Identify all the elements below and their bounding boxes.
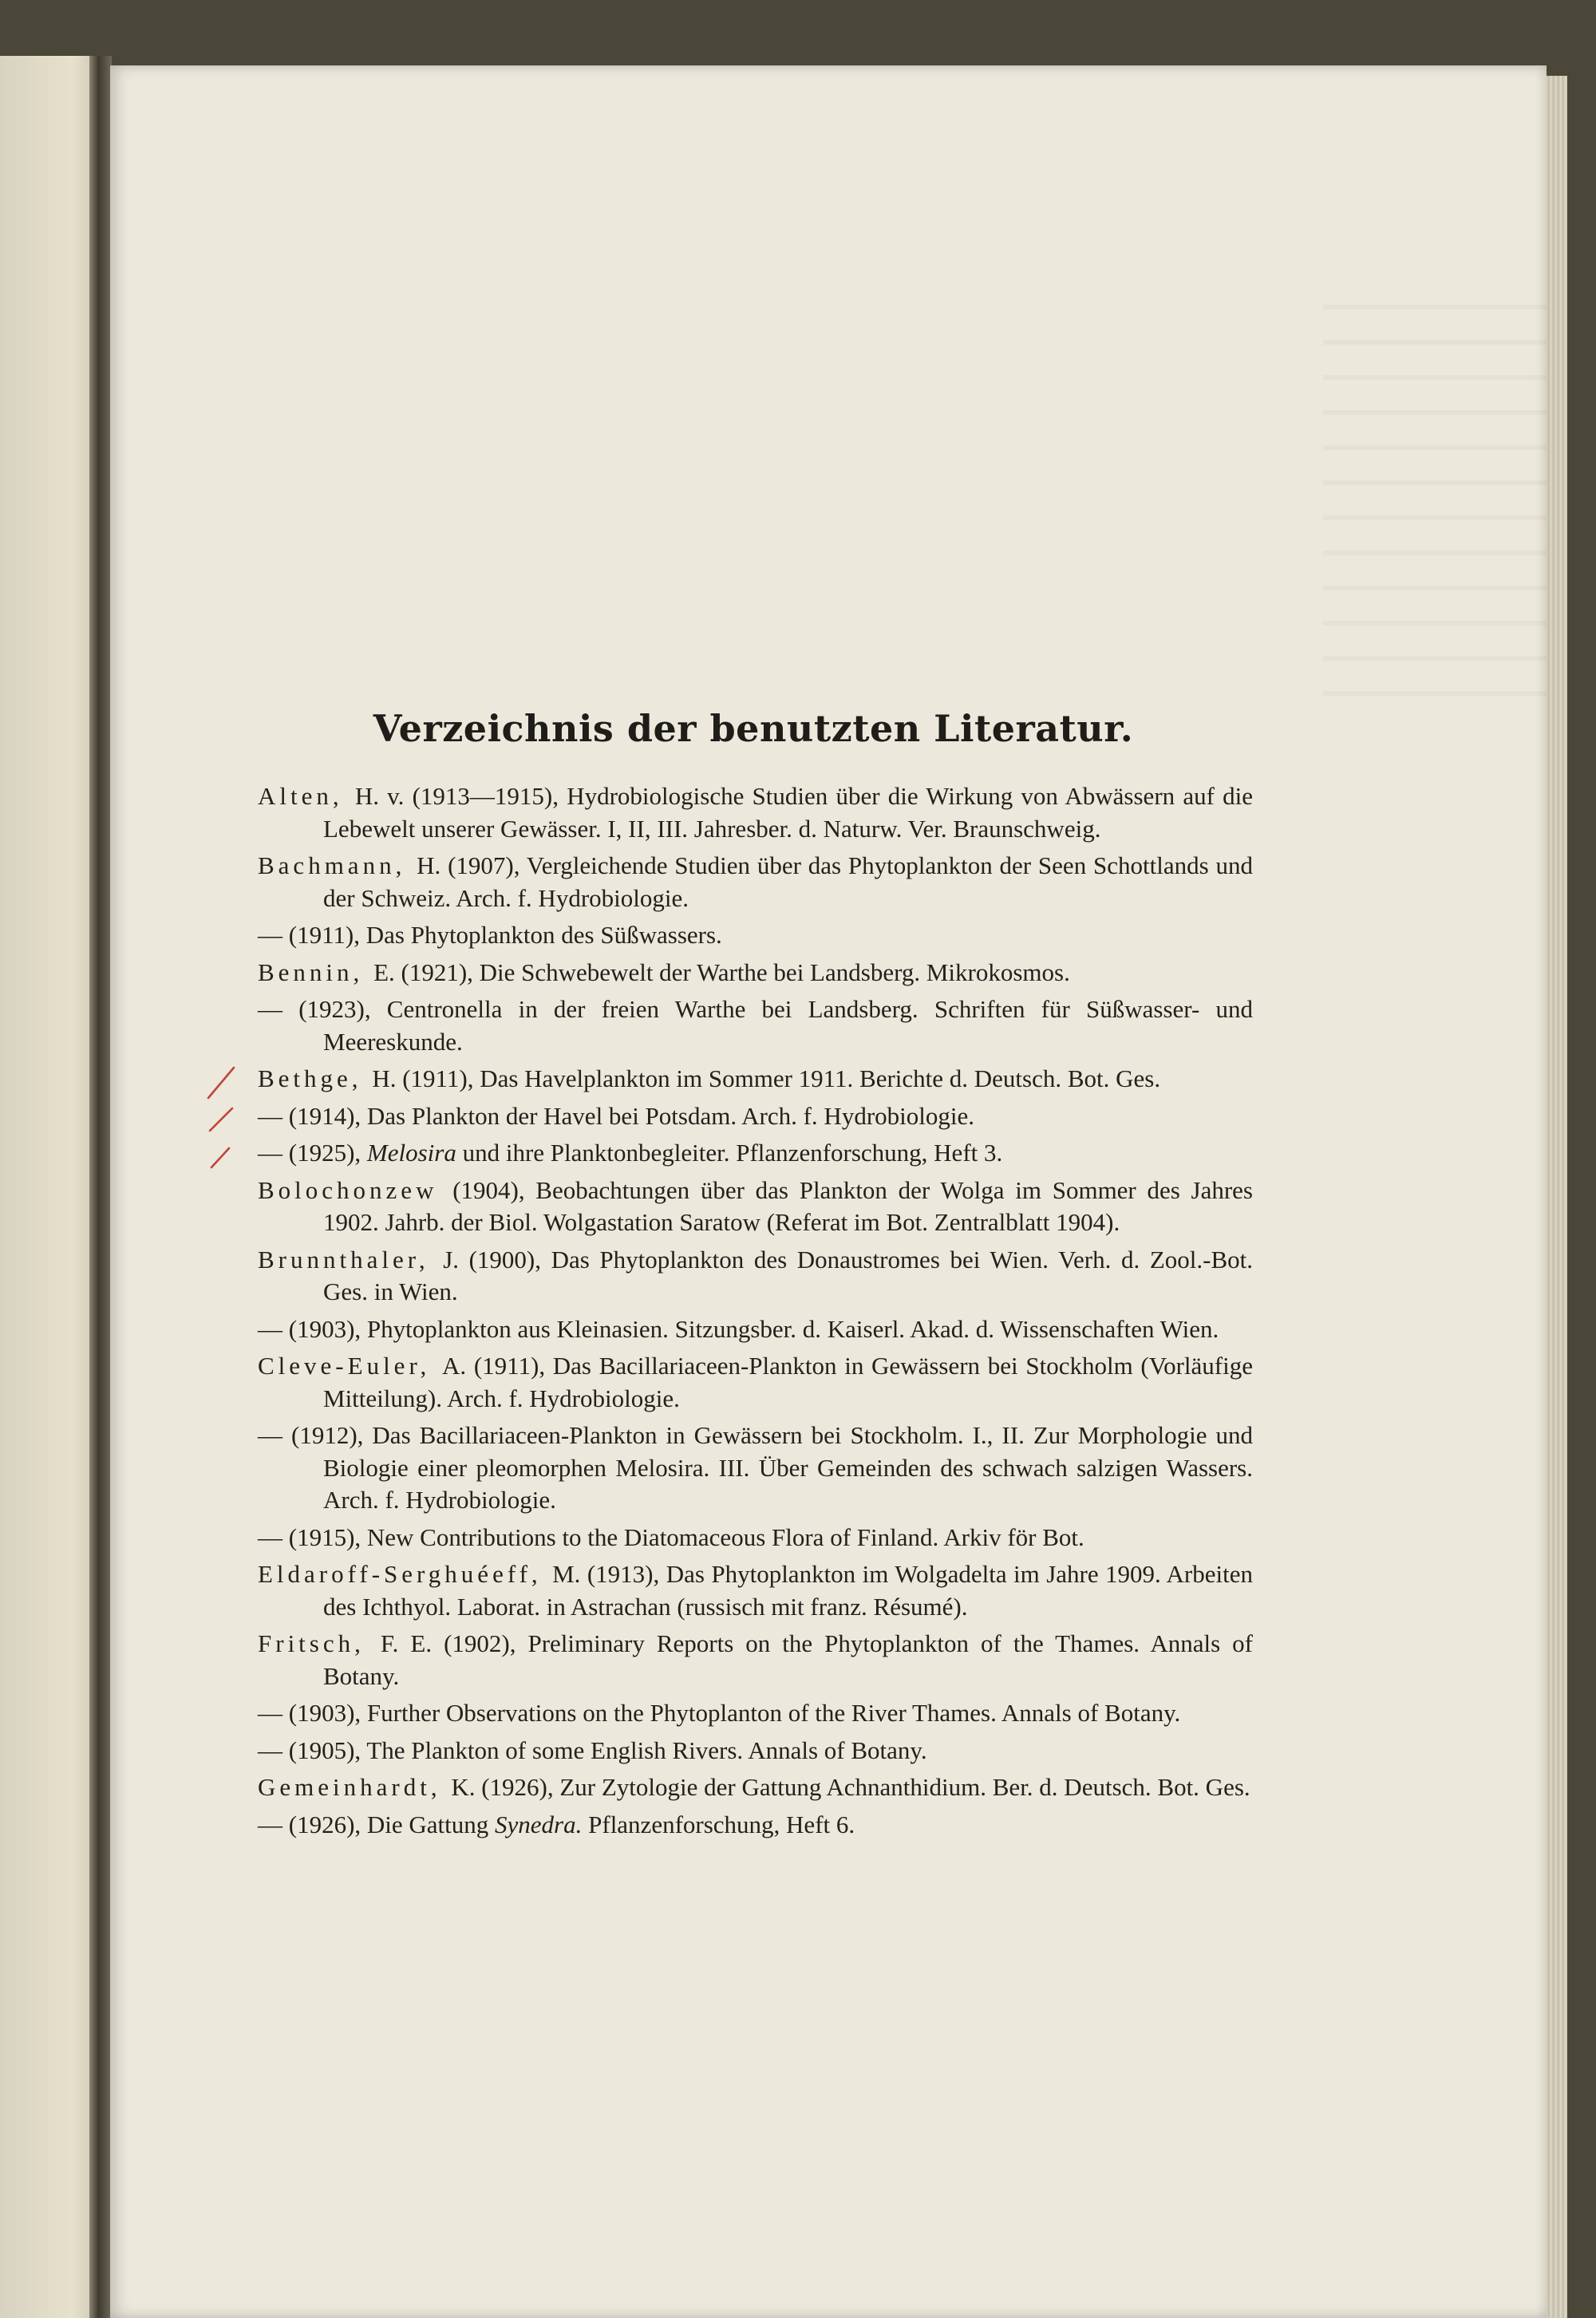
entry-text: — (1914), Das Plankton der Havel bei Potsdam. Arch. f. Hydrobiologie.	[258, 1101, 974, 1130]
red-tick-mark-icon	[202, 1064, 242, 1096]
bib-entry	[258, 1175, 1253, 1239]
entry-text: (1904), Beobachtungen über das Plankton der Wolga im Sommer des Jahres 1902. Jahrb. der Biol. Wolgastation Saratow (Referat im Bot. Zentralblatt 1904).	[323, 1175, 1253, 1236]
entry-author: Bethge,	[258, 1064, 373, 1092]
entry-author: Brunnthaler,	[258, 1245, 444, 1274]
entry-text: — (1911), Das Phytoplankton des Süßwassers.	[258, 921, 722, 949]
bib-entry	[258, 1771, 1253, 1804]
bib-entry	[258, 1420, 1253, 1517]
bib-entry	[258, 993, 1253, 1058]
entry-author: Fritsch,	[258, 1629, 381, 1657]
entry-text: M. (1913), Das Phytoplankton im Wolgadelta im Jahre 1909. Arbeiten des Ichthyol. Laborat. in Astrachan (russisch mit franz. Résumé).	[323, 1560, 1253, 1621]
bib-entry	[258, 1063, 1253, 1096]
bib-entry	[258, 1522, 1253, 1554]
entry-italic-taxon: Melosira	[366, 1139, 456, 1167]
bib-entry	[258, 1100, 1253, 1133]
entry-text: — (1915), New Contributions to the Diatomaceous Flora of Finland. Arkiv för Bot.	[258, 1522, 1084, 1551]
bib-entry	[258, 957, 1253, 989]
entry-text: — (1926), Die Gattung	[258, 1810, 496, 1838]
entry-text: — (1925),	[258, 1139, 367, 1167]
entry-author: Eldaroff-Serghuéeff,	[258, 1560, 553, 1588]
bib-entry	[258, 1137, 1253, 1170]
entry-author: Gemeinhardt,	[258, 1773, 452, 1801]
bib-entry	[258, 1697, 1253, 1730]
entry-text: — (1905), The Plankton of some English Rivers. Annals of Botany.	[258, 1736, 927, 1764]
entry-text: F. E. (1902), Preliminary Reports on the Phytoplankton of the Thames. Annals of Botany.	[323, 1629, 1253, 1690]
entry-text: — (1912), Das Bacillariaceen-Plankton in Gewässern bei Stockholm. I., II. Zur Morphologie und Biologie einer pleomorphen Melosira. III. Über Gemeinden des schwach salzigen Wassers. Arch. f. Hydrobiologie.	[258, 1421, 1253, 1514]
bib-entry	[258, 1350, 1253, 1415]
entry-italic-taxon: Synedra.	[495, 1810, 583, 1838]
show-through-text	[1323, 305, 1562, 720]
bib-entry	[258, 1244, 1253, 1309]
red-tick-mark-icon	[202, 1102, 242, 1134]
entry-author: Cleve-Euler,	[258, 1352, 442, 1380]
entry-text: — (1903), Further Observations on the Phytoplanton of the River Thames. Annals of Botany.	[258, 1699, 1181, 1727]
left-page-edge	[0, 56, 104, 2318]
bib-entry	[258, 1558, 1253, 1623]
page-stack-edge	[1547, 76, 1567, 2318]
bib-entry	[258, 1313, 1253, 1346]
bib-entry	[258, 850, 1253, 914]
entry-text: A. (1911), Das Bacillariaceen-Plankton in Gewässern bei Stockholm (Vorläufige Mitteilung). Arch. f. Hydrobiologie.	[323, 1352, 1253, 1412]
entry-text: H. (1907), Vergleichende Studien über das Phytoplankton der Seen Schottlands und der Schweiz. Arch. f. Hydrobiologie.	[323, 851, 1253, 912]
bibliography-list	[258, 780, 1253, 1846]
entry-text: E. (1921), Die Schwebewelt der Warthe bei Landsberg. Mikrokosmos.	[373, 958, 1070, 986]
entry-text: H. (1911), Das Havelplankton im Sommer 1911. Berichte d. Deutsch. Bot. Ges.	[372, 1064, 1161, 1092]
entry-text: Pflanzenforschung, Heft 6.	[582, 1810, 855, 1838]
bib-entry	[258, 1735, 1253, 1767]
page-heading: Verzeichnis der benutzten Literatur.	[373, 707, 1134, 750]
book-gutter	[89, 56, 112, 2318]
entry-text: — (1923), Centronella in der freien Warthe bei Landsberg. Schriften für Süßwasser- und Meereskunde.	[258, 995, 1253, 1056]
red-tick-mark-icon	[202, 1139, 242, 1171]
entry-text: K. (1926), Zur Zytologie der Gattung Achnanthidium. Ber. d. Deutsch. Bot. Ges.	[451, 1773, 1250, 1801]
bib-entry	[258, 780, 1253, 845]
bib-entry	[258, 1628, 1253, 1692]
entry-author: Bachmann,	[258, 851, 417, 879]
entry-author: Bennin,	[258, 958, 374, 986]
bib-entry	[258, 919, 1253, 952]
entry-author: Bolochonzew	[258, 1175, 453, 1204]
entry-author: Alten,	[258, 782, 355, 810]
entry-text: und ihre Planktonbegleiter. Pflanzenforschung, Heft 3.	[456, 1139, 1003, 1167]
entry-text: J. (1900), Das Phytoplankton des Donaustromes bei Wien. Verh. d. Zool.-Bot. Ges. in Wien.	[323, 1245, 1253, 1305]
entry-text: H. v. (1913—1915), Hydrobiologische Studien über die Wirkung von Abwässern auf die Lebewelt unserer Gewässer. I, II, III. Jahresber. d. Naturw. Ver. Braunschweig.	[323, 782, 1253, 843]
entry-text: — (1903), Phytoplankton aus Kleinasien. Sitzungsber. d. Kaiserl. Akad. d. Wissenschaften Wien.	[258, 1314, 1219, 1343]
bib-entry	[258, 1809, 1253, 1842]
